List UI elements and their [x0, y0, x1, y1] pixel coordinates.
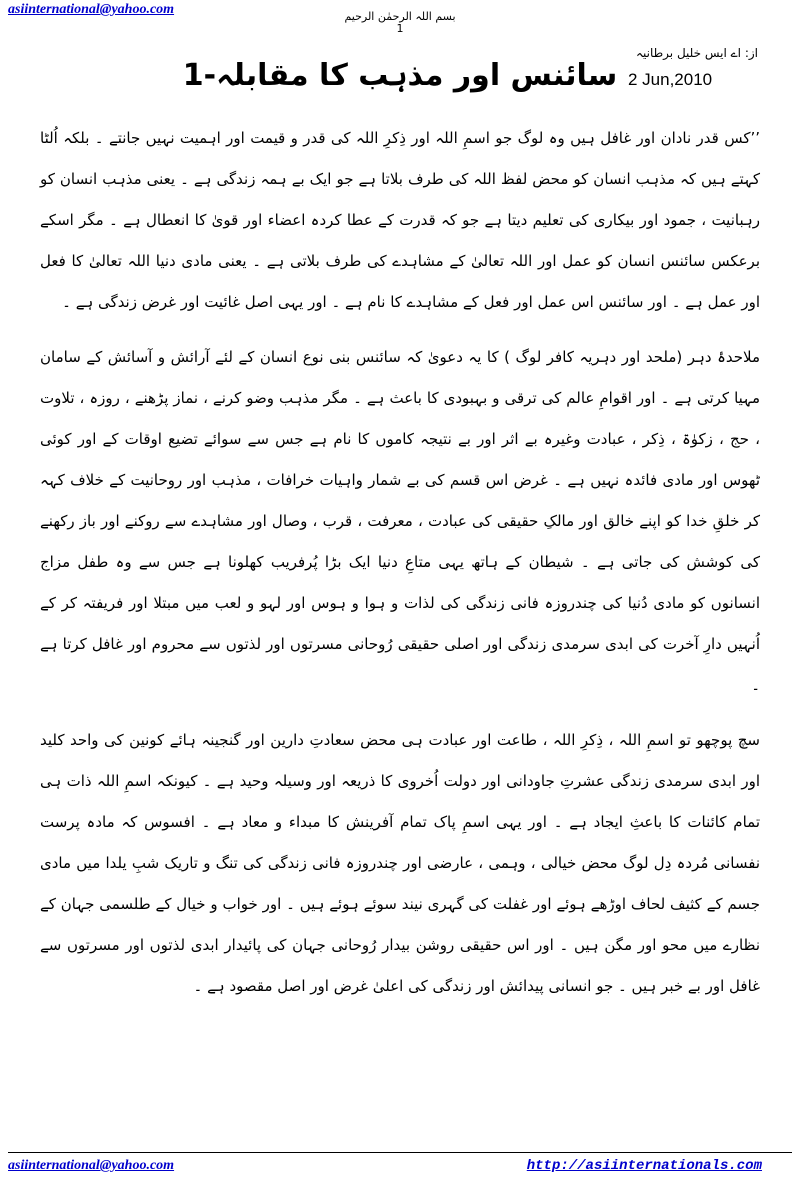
footer-website-link[interactable]: http://asiinternationals.com [526, 1158, 762, 1174]
author-line: از: اے ایس خلیل برطانیہ [635, 46, 758, 60]
footer-email-link[interactable]: asiinternational@yahoo.com [8, 1158, 175, 1173]
footer-divider [8, 1152, 792, 1153]
bismillah-heading: بسم اللہ الرحمٰن الرحیم [344, 10, 456, 23]
page-number: 1 [396, 22, 404, 35]
article-body [40, 118, 760, 1021]
paragraph-2: ملاحدۂ دہر (ملحد اور دہریہ کافر لوگ ) کا یہ دعویٰ کہ سائنس بنی نوع انسان کے لئے آرائش و آسائش کے سامان مہیا کرتی ہے ۔ اور اقوامِ عالم کی ترقی و بہبودی کا باعث ہے ۔ مگر مذہب وضو کرنے ، نماز پڑھنے ، روزہ ، تلاوت ، حج ، زکوٰۃ ، ذِکر ، عبادت وغیرہ بے اثر اور بے نتیجہ کاموں کا نام ہے جس سے سوائے تضیع اوقات کے اور کوئی ٹھوس اور مادی فائدہ نہیں ہے ۔ غرض اس قسم کی بے شمار واہیات خرافات ، مذہب اور روحانیت کے خلاف کہہ کر خلقِ خدا کو اپنے خالق اور مالکِ حقیقی کی عبادت ، معرفت ، قرب ، وصال اور مشاہدے سے روکنے اور باز رکھنے کی کوشش کی جاتی ہے ۔ شیطان کے ہاتھ یہی متاعِ دنیا ایک بڑا پُرفریب کھلونا ہے جس سے وہ طفل مزاج انسانوں کو مادی دُنیا کی چندروزہ فانی زندگی کی لذات و ہوا و ہوس اور لہو و لعب میں مبتلا اور فریفتہ کر کے اُنہیں دارِ آخرت کی ابدی سرمدی زندگی اور اصلی حقیقی رُوحانی مسرتوں اور لذتوں سے محروم اور غافل کرتا ہے ۔ [40, 348, 760, 694]
paragraph-3: سچ پوچھو تو اسمِ اللہ ، ذِکرِ اللہ ، طاعت اور عبادت ہی محض سعادتِ دارین اور گنجینہ ہائے کونین کی واحد کلید اور ابدی سرمدی زندگی عشرتِ جاودانی اور دولت اُخروی کا ذریعہ اور وسیلہ وحید ہے ۔ کیونکہ اسمِ اللہ ذات ہی تمام کائنات کا باعثِ ایجاد ہے ۔ اور یہی اسمِ پاک تمام آفرینش کا مبداء و معاد ہے ۔ افسوس کہ مادہ پرست نفسانی مُردہ دِل لوگ محض خیالی ، وہمی ، عارضی اور چندروزہ فانی زندگی کی تنگ و تاریک شبِ یلدا میں مادی جسم کے کثیف لحاف اوڑھے ہوئے اور غفلت کی گہری نیند سوئے ہوئے ہیں ۔ اور خواب و خیال کے طلسمی جہان کے نظارے میں محو اور مگن ہیں ۔ اور اس حقیقی روشن بیدار رُوحانی جہان کی پائیدار ابدی لذتوں اور مسرتوں سے غافل اور بے خبر ہیں ۔ جو انسانی پیدائش اور زندگی کی اعلیٰ غرض اور اصل مقصود ہے ۔ [40, 731, 760, 995]
paragraph-1: ’’کس قدر نادان اور غافل ہیں وہ لوگ جو اسمِ اللہ اور ذِکرِ اللہ کی قدر و قیمت اور اہمیت نہیں جانتے ۔ بلکہ اُلٹا کہتے ہیں کہ مذہب انسان کو محض لفظ اللہ کی طرف بلاتا ہے جو ایک بے ہمہ زندگی ہے ۔ یعنی مذہب انسان کو رہبانیت ، جمود اور بیکاری کی تعلیم دیتا ہے جو کہ قدرت کے عطا کردہ اعضاء اور قویٰ کا انعطال ہے ۔ مگر اسکے برعکس سائنس انسان کو عمل اور اللہ تعالیٰ کے مشاہدے کی طرف بلاتی ہے ۔ یعنی مادی دنیا اللہ تعالیٰ کا فعل اور عمل ہے ۔ اور سائنس اس عمل اور فعل کے مشاہدے کا نام ہے ۔ اور یہی اصل غائیت اور غرض زندگی ہے ۔ [40, 129, 760, 311]
article-title: سائنس اور مذہب کا مقابلہ-1 [182, 58, 618, 93]
publish-date: 2 Jun,2010 [628, 70, 713, 89]
header-email-link[interactable]: asiinternational@yahoo.com [8, 2, 175, 17]
